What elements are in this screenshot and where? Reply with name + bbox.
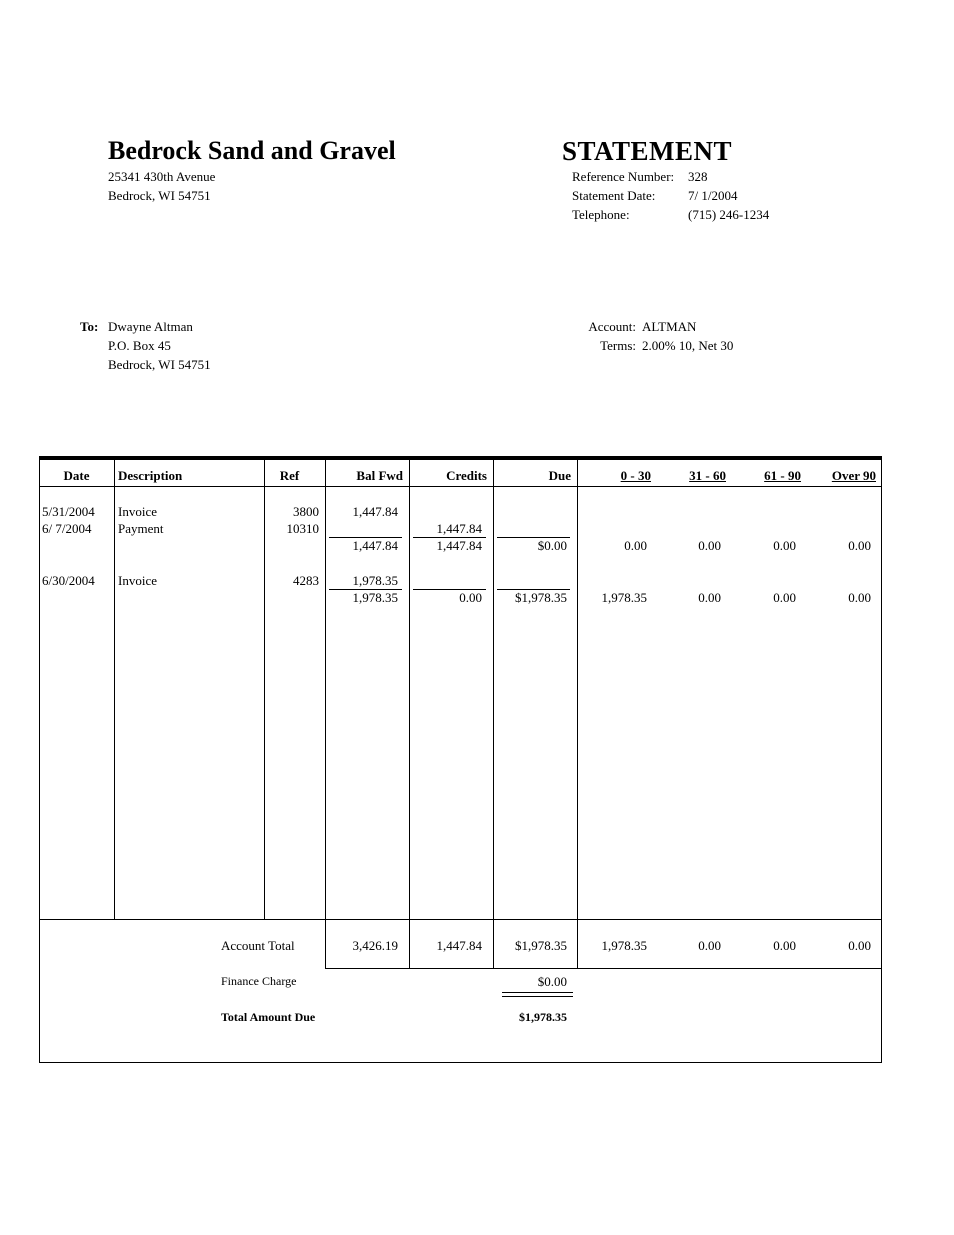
finance-charge-value: $0.00 [537, 974, 567, 989]
header-aging-0-30: 0 - 30 [620, 468, 651, 483]
subtotal-balfwd: 1,447.84 [352, 538, 398, 553]
subtotal-aging-over-90: 0.00 [848, 590, 871, 605]
row-date: 6/ 7/2004 [42, 521, 92, 536]
table-top-border [39, 456, 882, 460]
header-date: Date [63, 468, 90, 483]
col-divider-ref [325, 460, 326, 968]
finance-charge-label: Finance Charge [221, 974, 297, 988]
company-address-line2: Bedrock, WI 54751 [108, 188, 211, 203]
header-description: Description [118, 468, 183, 483]
statement-date-value: 7/ 1/2004 [688, 188, 738, 203]
account-total-aging-31-60: 0.00 [698, 938, 721, 953]
row-ref: 4283 [293, 573, 319, 588]
customer-address-line2: Bedrock, WI 54751 [108, 357, 211, 372]
table-right-border [881, 456, 882, 1063]
subtotal-credits: 0.00 [459, 590, 482, 605]
telephone-label: Telephone: [572, 207, 630, 222]
row-description: Invoice [118, 573, 157, 588]
table-bottom-border [39, 1062, 882, 1063]
account-total-divider [325, 968, 882, 969]
row-ref: 10310 [286, 521, 319, 536]
header-due: Due [548, 468, 571, 483]
row-date: 6/30/2004 [42, 573, 95, 588]
row-ref: 3800 [293, 504, 319, 519]
account-total-aging-over-90: 0.00 [848, 938, 871, 953]
row-credits: 1,447.84 [436, 521, 482, 536]
col-divider-due [577, 460, 578, 968]
col-divider-date [114, 460, 115, 919]
account-total-balfwd: 3,426.19 [352, 938, 398, 953]
account-label: Account: [588, 319, 636, 334]
reference-number-label: Reference Number: [572, 169, 675, 184]
table-left-border [39, 456, 40, 1063]
account-total-due: $1,978.35 [515, 938, 567, 953]
header-credits: Credits [446, 468, 487, 483]
account-total-label: Account Total [221, 938, 295, 953]
statement-date-label: Statement Date: [572, 188, 656, 203]
header-aging-61-90: 61 - 90 [764, 468, 801, 483]
total-double-rule-bottom [502, 996, 573, 997]
customer-address-line1: P.O. Box 45 [108, 338, 171, 353]
header-aging-31-60: 31 - 60 [689, 468, 726, 483]
row-balfwd: 1,447.84 [352, 504, 398, 519]
company-address-line1: 25341 430th Avenue [108, 169, 216, 184]
total-double-rule-top [502, 992, 573, 993]
header-aging-over-90: Over 90 [831, 468, 876, 483]
header-ref: Ref [279, 468, 300, 483]
header-divider [39, 486, 882, 487]
to-label: To: [80, 319, 99, 334]
row-balfwd: 1,978.35 [352, 573, 398, 588]
reference-number-value: 328 [688, 169, 708, 184]
subtotal-aging-61-90: 0.00 [773, 538, 796, 553]
row-description: Payment [118, 521, 164, 536]
subtotal-aging-31-60: 0.00 [698, 590, 721, 605]
total-amount-due-label: Total Amount Due [221, 1010, 316, 1024]
subtotal-aging-31-60: 0.00 [698, 538, 721, 553]
subtotal-aging-0-30: 0.00 [624, 538, 647, 553]
account-total-credits: 1,447.84 [436, 938, 482, 953]
col-divider-credits [493, 460, 494, 968]
subtotal-aging-over-90: 0.00 [848, 538, 871, 553]
total-amount-due-value: $1,978.35 [519, 1010, 567, 1024]
statement-title: STATEMENT [562, 136, 733, 166]
subtotal-due: $1,978.35 [515, 590, 567, 605]
account-value: ALTMAN [642, 319, 697, 334]
header-balfwd: Bal Fwd [356, 468, 403, 483]
subtotal-balfwd: 1,978.35 [352, 590, 398, 605]
account-total-aging-61-90: 0.00 [773, 938, 796, 953]
subtotal-due: $0.00 [537, 538, 567, 553]
body-divider [39, 919, 882, 920]
customer-name: Dwayne Altman [108, 319, 193, 334]
terms-label: Terms: [600, 338, 636, 353]
account-total-aging-0-30: 1,978.35 [601, 938, 647, 953]
company-name: Bedrock Sand and Gravel [108, 136, 396, 165]
row-date: 5/31/2004 [42, 504, 95, 519]
telephone-value: (715) 246-1234 [688, 207, 770, 222]
terms-value: 2.00% 10, Net 30 [642, 338, 734, 353]
subtotal-aging-0-30: 1,978.35 [601, 590, 647, 605]
row-description: Invoice [118, 504, 157, 519]
subtotal-credits: 1,447.84 [436, 538, 482, 553]
subtotal-aging-61-90: 0.00 [773, 590, 796, 605]
